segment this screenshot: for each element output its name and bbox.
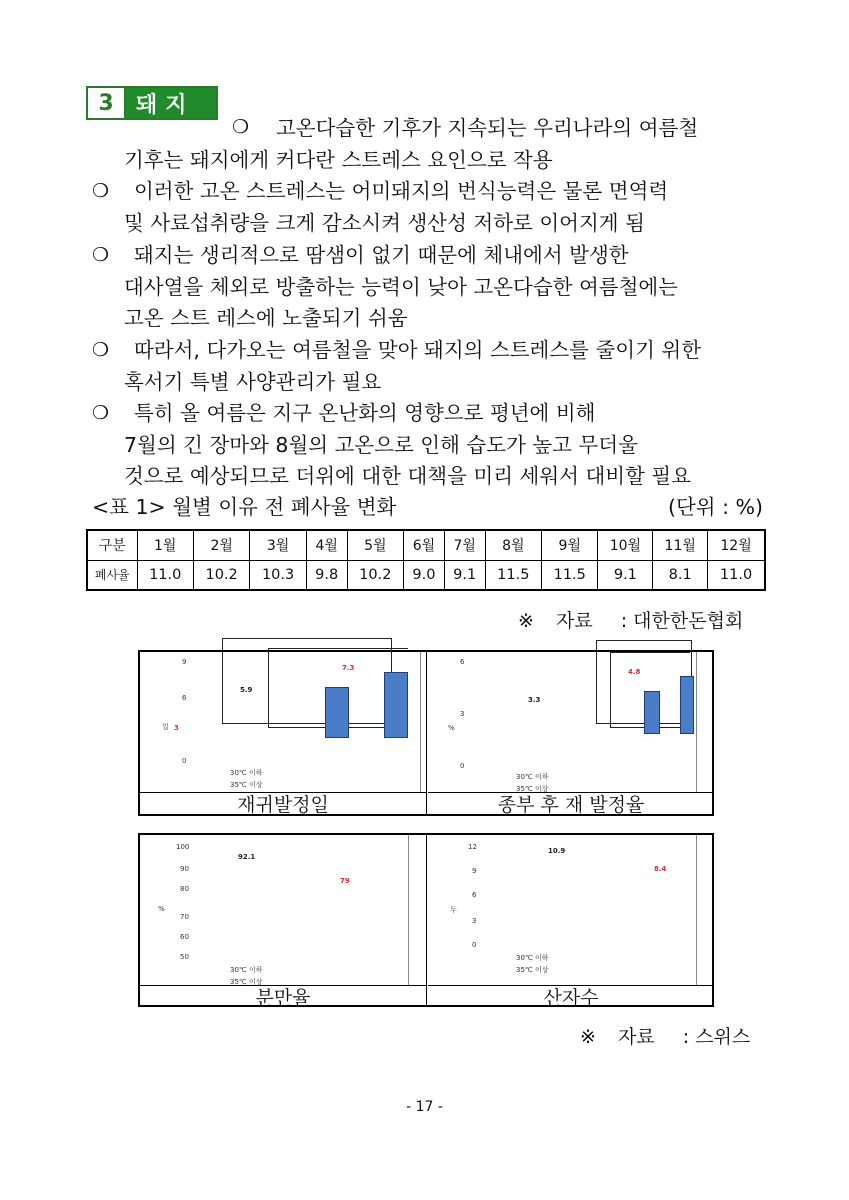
chart-litter-size (428, 835, 714, 985)
paragraph-line: 및 사료섭취량을 크게 감소시켜 생산성 저하로 이어지게 됨 (124, 211, 645, 235)
chart-caption: 분만율 (140, 985, 426, 1009)
table-row (87, 560, 765, 590)
table-cell: 11.0 (708, 560, 765, 590)
bullet: ❍ (92, 339, 110, 361)
section-title: 돼지 (126, 88, 216, 118)
tick-label: 60 (180, 933, 189, 941)
chart-group-bottom (138, 833, 714, 1007)
paragraph-line: 돼지는 생리적으로 땀샘이 없기 때문에 체내에서 발생한 (134, 243, 629, 267)
legend-entry: 35℃ 이상 (516, 966, 549, 974)
paragraph-line: 7월의 긴 장마와 8월의 고온으로 인해 습도가 높고 무더울 (124, 433, 638, 457)
table-header-cell: 11월 (653, 530, 708, 560)
note-mark: ※ (580, 1026, 596, 1048)
table-header-cell: 1월 (137, 530, 193, 560)
tick-label: 50 (180, 953, 189, 961)
source-label: 자료 (617, 1026, 655, 1048)
bullet: ❍ (92, 180, 110, 202)
table-cell: 9.8 (306, 560, 347, 590)
legend-entry: 30℃ 이하 (516, 773, 549, 781)
tick-label: 80 (180, 885, 189, 893)
data-label: 4.8 (628, 668, 641, 676)
paragraph-line: 것으로 예상되므로 더위에 대한 대책을 미리 세워서 대비할 필요 (124, 464, 692, 488)
bar-30c (644, 691, 660, 734)
chart-caption: 종부 후 재 발정율 (428, 792, 714, 816)
section-number: 3 (88, 88, 126, 118)
chart-caption: 재귀발정일 (140, 792, 426, 816)
paragraph-line: 혹서기 특별 사양관리가 필요 (124, 370, 382, 394)
tick-label: 3 (460, 710, 465, 718)
source-value: : 대한한돈협회 (620, 610, 744, 632)
note-mark: ※ (518, 610, 534, 632)
tick-label: 9 (472, 867, 477, 875)
table-header-cell: 9월 (542, 530, 598, 560)
bar-35c (680, 676, 694, 734)
page-number: - 17 - (406, 1099, 443, 1115)
table-caption: <표 1> 월별 이유 전 폐사율 변화 (92, 495, 397, 519)
table-cell: 10.2 (193, 560, 249, 590)
paragraph-line: 따라서, 다가오는 여름철을 맞아 돼지의 스트레스를 줄이기 위한 (134, 338, 702, 362)
paragraph-line: 고온 스트 레스에 노출되기 쉬움 (124, 306, 408, 330)
table-cell: 10.2 (347, 560, 403, 590)
chart-caption: 산자수 (428, 985, 714, 1009)
tick-label: 100 (176, 843, 190, 851)
table-cell: 9.1 (444, 560, 485, 590)
data-label: 3.3 (528, 696, 541, 704)
tick-label: 6 (182, 694, 187, 702)
tick-label: 12 (468, 843, 477, 851)
legend-entry: 35℃ 이상 (516, 785, 549, 792)
table-cell: 10.3 (250, 560, 306, 590)
tick-label: 6 (472, 891, 477, 899)
y-axis-label: % (158, 905, 165, 913)
tick-label: 6 (460, 658, 465, 666)
table-unit: (단위 : %) (668, 495, 764, 519)
table-cell: 9.1 (598, 560, 653, 590)
data-label: 8.4 (654, 865, 667, 873)
legend-entry: 35℃ 이상 (230, 781, 263, 789)
table-header-cell: 8월 (485, 530, 541, 560)
paragraph-line: 고온다습한 기후가 지속되는 우리나라의 여름철 (276, 116, 699, 140)
y-axis-label: % (448, 724, 455, 732)
table-header-cell: 7월 (444, 530, 485, 560)
bullet: ❍ (92, 402, 110, 424)
table-header-cell: 12월 (708, 530, 765, 560)
table-header-cell: 4월 (306, 530, 347, 560)
table-header-cell: 3월 (250, 530, 306, 560)
table-header-cell: 6월 (404, 530, 445, 560)
paragraph-line: 이러한 고온 스트레스는 어미돼지의 번식능력은 물론 면역력 (134, 179, 669, 203)
bar-30c (325, 687, 349, 738)
data-label: 7.3 (342, 664, 355, 672)
bullet: ❍ (232, 116, 250, 138)
y-axis-label: 두 (450, 906, 457, 914)
legend-entry: 30℃ 이하 (230, 966, 263, 974)
table-header-cell: 10월 (598, 530, 653, 560)
data-label: 3 (174, 724, 179, 732)
tick-label: 0 (182, 757, 187, 765)
legend-entry: 30℃ 이하 (230, 769, 263, 777)
tick-label: 70 (180, 913, 189, 921)
tick-label: 9 (182, 658, 187, 666)
table-row-label: 폐사율 (87, 560, 137, 590)
table-cell: 11.5 (485, 560, 541, 590)
legend-entry: 30℃ 이하 (516, 954, 549, 962)
section-header (86, 86, 218, 120)
chart-farrowing-rate (140, 835, 426, 985)
tick-label: 0 (472, 941, 477, 949)
paragraph-line: 기후는 돼지에게 커다란 스트레스 요인으로 작용 (124, 148, 553, 172)
source-note (580, 1022, 750, 1049)
paragraph-line: 특히 올 여름은 지구 온난화의 영향으로 평년에 비해 (134, 401, 596, 425)
source-note (518, 606, 743, 633)
tick-label: 90 (180, 865, 189, 873)
table-header-cell: 5월 (347, 530, 403, 560)
y-axis-label: 일 (162, 723, 169, 731)
monthly-mortality-table (86, 529, 766, 591)
bar-35c (384, 672, 408, 738)
bullet: ❍ (92, 244, 110, 266)
table-header-row (87, 530, 765, 560)
source-label: 자료 (555, 610, 593, 632)
source-value: : 스위스 (682, 1026, 751, 1048)
data-label: 10.9 (548, 847, 566, 855)
table-cell: 9.0 (404, 560, 445, 590)
table-cell: 11.5 (542, 560, 598, 590)
data-label: 79 (340, 877, 350, 885)
legend-entry: 35℃ 이상 (230, 978, 263, 985)
table-cell: 8.1 (653, 560, 708, 590)
tick-label: 3 (472, 917, 477, 925)
table-cell: 11.0 (137, 560, 193, 590)
data-label: 5.9 (240, 686, 253, 694)
tick-label: 0 (460, 762, 465, 770)
table-header-cell: 구분 (87, 530, 137, 560)
data-label: 92.1 (238, 853, 256, 861)
paragraph-line: 대사열을 체외로 방출하는 능력이 낮아 고온다습한 여름철에는 (124, 275, 678, 299)
table-header-cell: 2월 (193, 530, 249, 560)
